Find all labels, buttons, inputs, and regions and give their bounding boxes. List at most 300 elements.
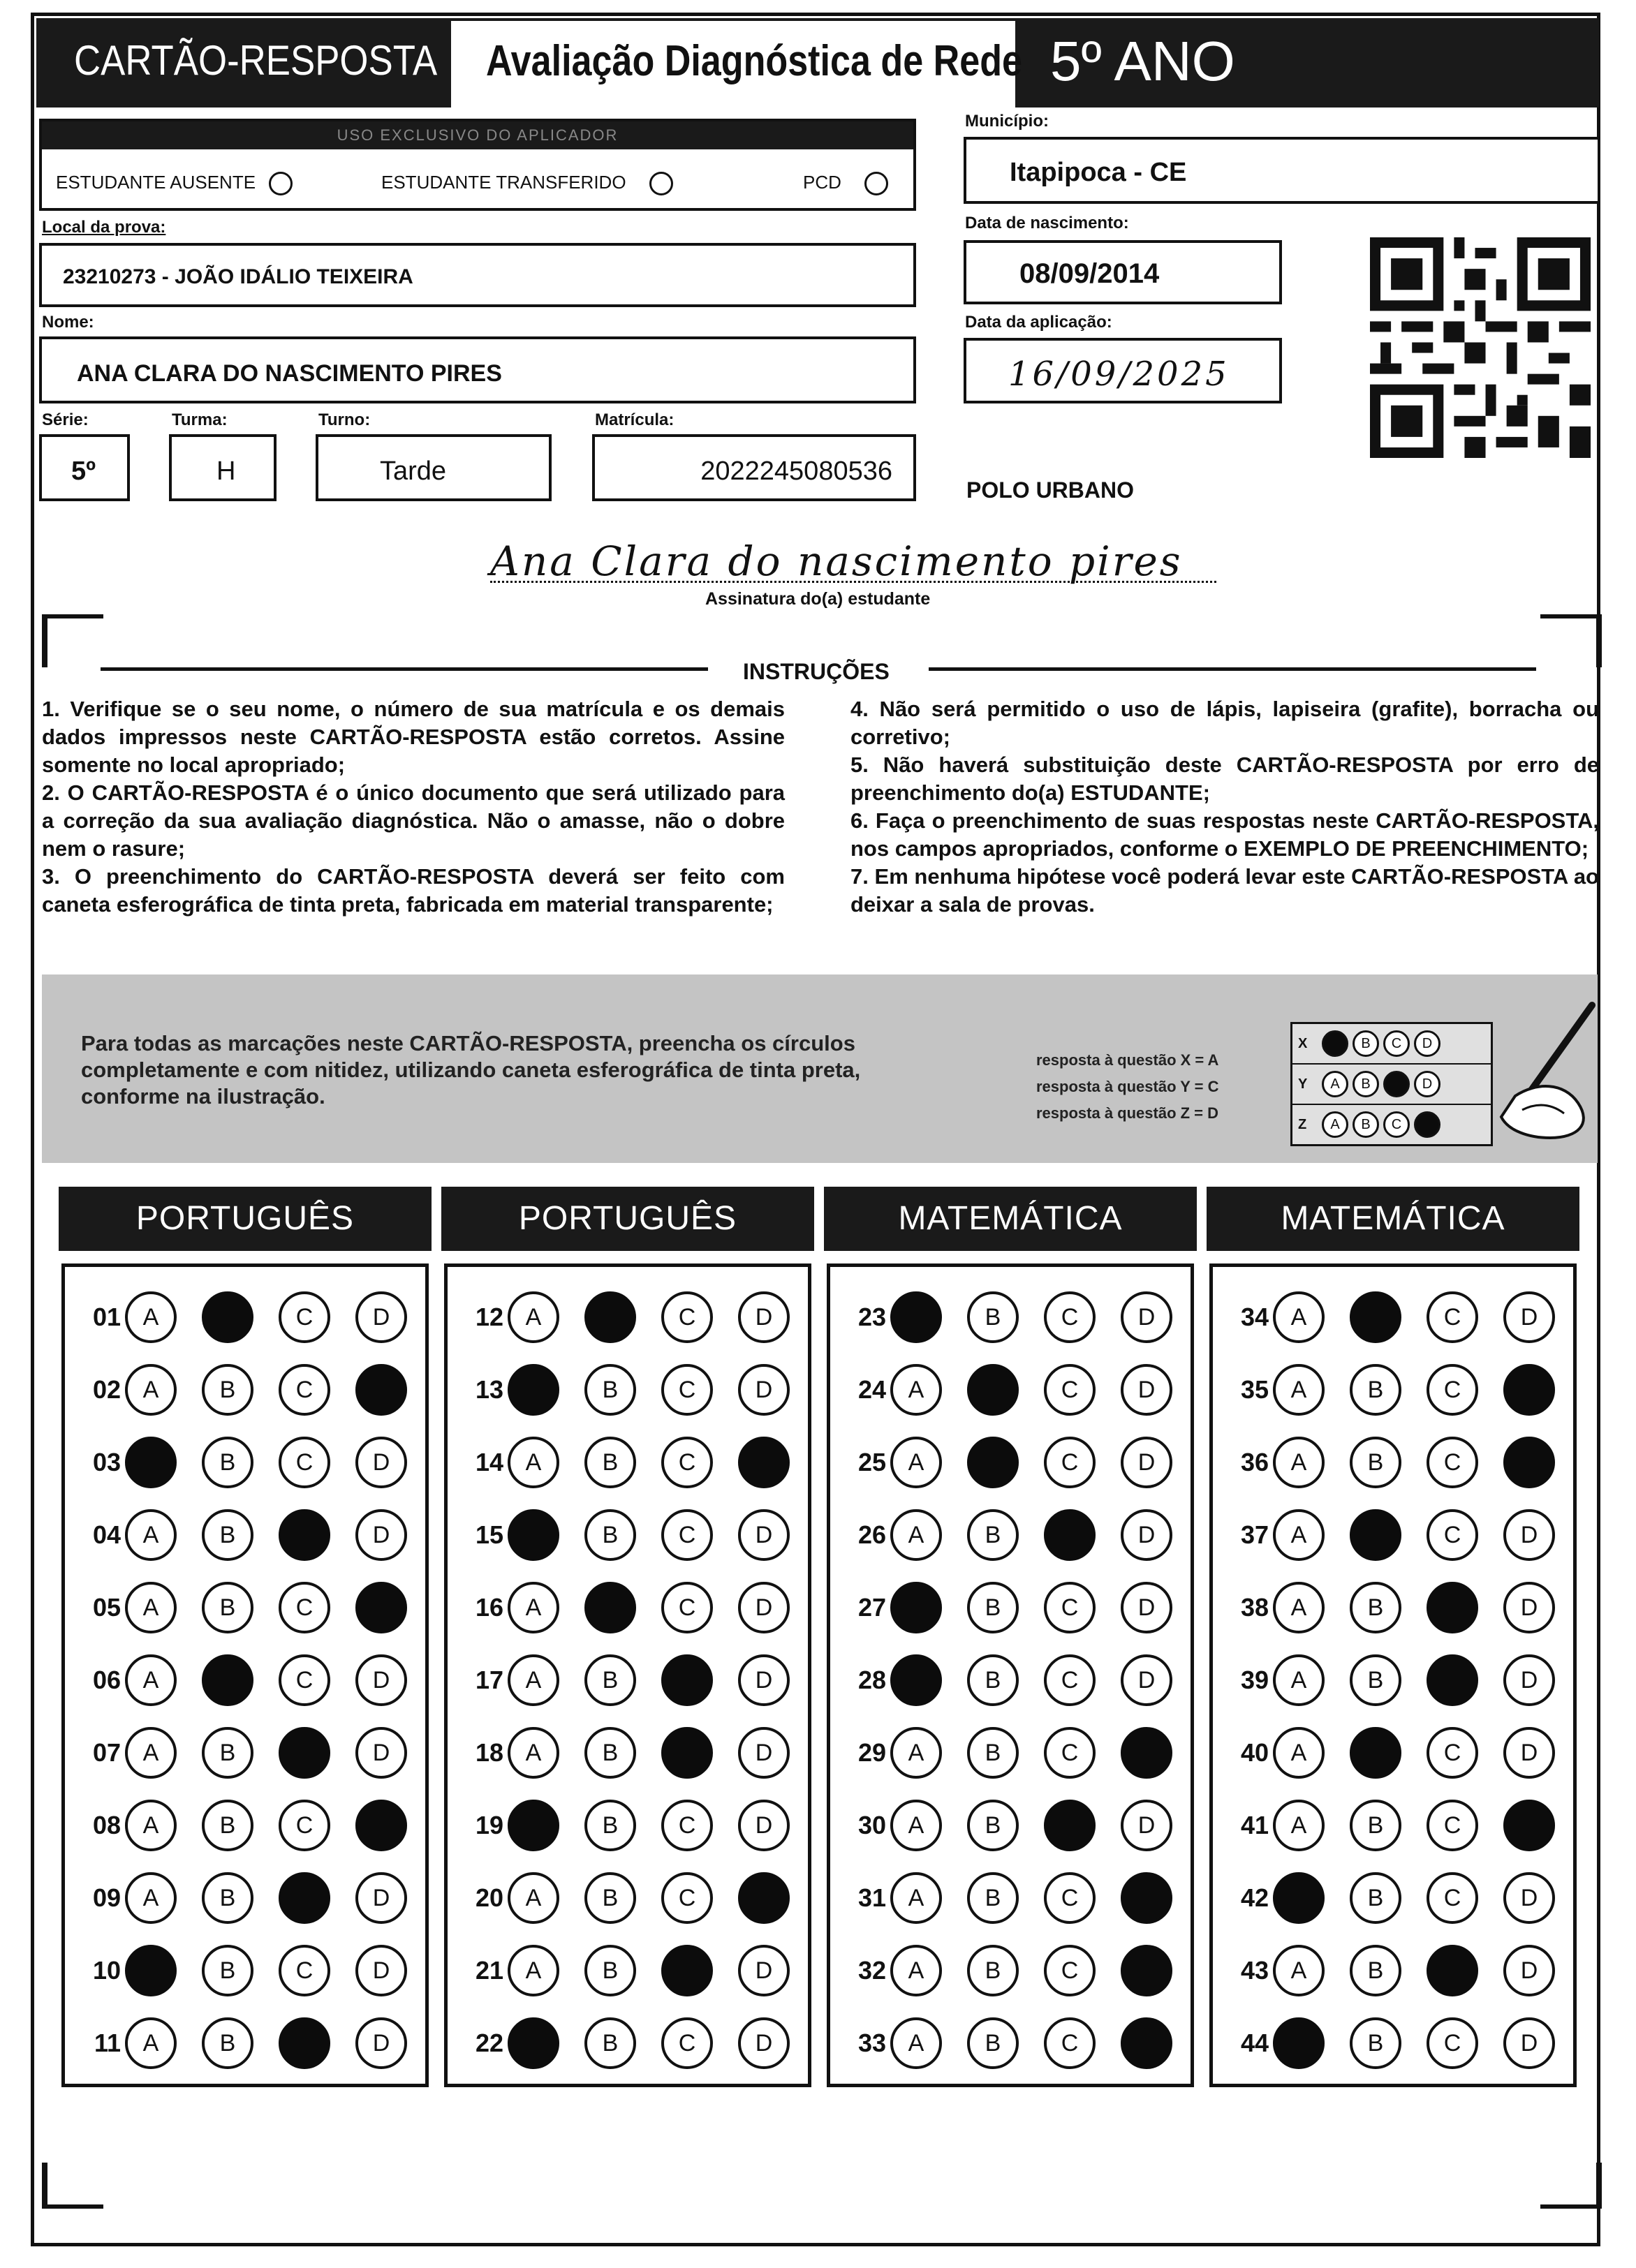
answer-bubble-d[interactable]	[1121, 1945, 1172, 1996]
question-row	[65, 1934, 407, 2007]
answer-bubble-b[interactable]: B	[584, 1437, 636, 1488]
answer-bubble-b[interactable]: B	[967, 1291, 1019, 1343]
answer-bubble-c[interactable]: C	[1044, 2017, 1096, 2069]
answer-bubble-a[interactable]	[890, 1291, 942, 1343]
answer-bubble-b[interactable]: B	[202, 2017, 253, 2069]
answer-bubble-a[interactable]	[508, 1509, 559, 1561]
turno-value: Tarde	[380, 457, 447, 486]
answer-bubble-b[interactable]: B	[202, 1364, 253, 1416]
answer-bubble-b[interactable]: B	[584, 1364, 636, 1416]
example-bubble: B	[1353, 1111, 1379, 1138]
answer-bubble-b[interactable]: B	[202, 1872, 253, 1924]
question-row	[448, 1644, 790, 1717]
answer-bubble-c[interactable]: C	[1044, 1291, 1096, 1343]
answer-column	[827, 1263, 1194, 2087]
answer-bubble-a[interactable]: A	[1273, 1582, 1325, 1633]
estudante-transferido-radio[interactable]	[649, 172, 673, 195]
question-number: 04	[92, 1520, 121, 1549]
question-number: 20	[475, 1883, 503, 1912]
question-row	[1213, 1281, 1555, 1354]
answer-bubble-d[interactable]: D	[1503, 1582, 1555, 1633]
answer-bubble-c[interactable]: C	[1427, 1800, 1478, 1851]
instructions-right	[850, 695, 1599, 919]
answer-bubble-c[interactable]: C	[661, 2017, 713, 2069]
answer-bubble-c[interactable]: C	[1044, 1945, 1096, 1996]
answer-bubble-a[interactable]: A	[1273, 1437, 1325, 1488]
polo-label: POLO URBANO	[966, 477, 1134, 503]
answer-bubble-c[interactable]: C	[1427, 1872, 1478, 1924]
answer-bubble-c[interactable]: C	[279, 1582, 330, 1633]
answer-bubble-c[interactable]: C	[661, 1509, 713, 1561]
answer-bubble-d[interactable]	[355, 1800, 407, 1851]
answer-bubble-c[interactable]: C	[1044, 1654, 1096, 1706]
question-row	[830, 2007, 1172, 2080]
local-field	[39, 243, 916, 307]
question-number: 05	[92, 1593, 121, 1622]
answer-bubble-b[interactable]: B	[1350, 2017, 1401, 2069]
matricula-value: 2022245080536	[700, 457, 892, 486]
answer-bubble-c[interactable]: C	[279, 1800, 330, 1851]
answer-bubble-b[interactable]: B	[1350, 1872, 1401, 1924]
answer-bubble-b[interactable]: B	[584, 1872, 636, 1924]
answer-bubble-a[interactable]: A	[508, 1945, 559, 1996]
answer-bubble-a[interactable]: A	[1273, 1727, 1325, 1779]
question-number: 16	[475, 1593, 503, 1622]
signature: Ana Clara do nascimento pires	[490, 538, 1183, 585]
answer-bubble-a[interactable]: A	[890, 1945, 942, 1996]
answer-bubble-c[interactable]: C	[1044, 1872, 1096, 1924]
answer-bubble-a[interactable]: A	[890, 1800, 942, 1851]
aplicacao-field	[964, 338, 1282, 403]
example-bubble: A	[1322, 1111, 1348, 1138]
question-number: 29	[857, 1738, 886, 1767]
answer-bubble-c[interactable]	[1427, 1582, 1478, 1633]
example-bubble: C	[1383, 1030, 1410, 1057]
question-row	[65, 1717, 407, 1789]
answer-bubble-a[interactable]	[890, 1654, 942, 1706]
serie-value: 5º	[71, 457, 96, 486]
question-number: 10	[92, 1956, 121, 1985]
instruction-6: 6. Faça o preenchimento de suas respostas neste CARTÃO-RESPOSTA, nos campos apropriados, conforme o EXEMPLO DE PREENCHIMENTO;	[850, 808, 1599, 861]
example-row-label: X	[1298, 1035, 1308, 1051]
example-bubble: B	[1353, 1071, 1379, 1097]
answer-bubble-b[interactable]: B	[967, 1945, 1019, 1996]
answer-bubble-d[interactable]: D	[738, 1364, 790, 1416]
answer-bubble-b[interactable]	[202, 1654, 253, 1706]
answer-bubble-b[interactable]: B	[202, 1800, 253, 1851]
nome-field	[39, 336, 916, 403]
answer-bubble-d[interactable]: D	[738, 1582, 790, 1633]
answer-bubble-c[interactable]: C	[661, 1291, 713, 1343]
answer-bubble-b[interactable]	[1350, 1509, 1401, 1561]
answer-bubble-c[interactable]: C	[1427, 1437, 1478, 1488]
answer-bubble-c[interactable]	[279, 1727, 330, 1779]
answer-bubble-b[interactable]: B	[202, 1437, 253, 1488]
matricula-field	[592, 434, 916, 501]
example-bubble: B	[1353, 1030, 1379, 1057]
question-number: 23	[857, 1303, 886, 1331]
answer-bubble-a[interactable]: A	[890, 1437, 942, 1488]
answer-bubble-d[interactable]	[1503, 1364, 1555, 1416]
answer-bubble-b[interactable]: B	[1350, 1582, 1401, 1633]
question-number: 27	[857, 1593, 886, 1622]
question-number: 13	[475, 1375, 503, 1404]
answer-bubble-d[interactable]	[1121, 2017, 1172, 2069]
nascimento-field	[964, 240, 1282, 304]
answer-bubble-d[interactable]: D	[738, 2017, 790, 2069]
answer-bubble-c[interactable]	[1044, 1800, 1096, 1851]
applicator-title: USO EXCLUSIVO DO APLICADOR	[42, 121, 913, 149]
answer-bubble-a[interactable]	[125, 1437, 177, 1488]
subject-header: MATEMÁTICA	[824, 1187, 1197, 1251]
answer-bubble-b[interactable]: B	[967, 1727, 1019, 1779]
answer-bubble-b[interactable]: B	[967, 1872, 1019, 1924]
answer-bubble-c[interactable]: C	[661, 1800, 713, 1851]
example-bubble	[1414, 1111, 1440, 1138]
question-row	[65, 1499, 407, 1571]
answer-bubble-b[interactable]: B	[584, 1509, 636, 1561]
answer-bubble-c[interactable]: C	[661, 1437, 713, 1488]
example-bubble	[1383, 1071, 1410, 1097]
answer-bubble-b[interactable]: B	[584, 1800, 636, 1851]
question-number: 30	[857, 1811, 886, 1839]
answer-bubble-c[interactable]: C	[1044, 1437, 1096, 1488]
answer-bubble-d[interactable]: D	[738, 1727, 790, 1779]
answer-bubble-d[interactable]: D	[355, 1945, 407, 1996]
answer-bubble-a[interactable]: A	[125, 2017, 177, 2069]
nome-value: ANA CLARA DO NASCIMENTO PIRES	[77, 360, 502, 387]
answer-bubble-d[interactable]: D	[355, 1291, 407, 1343]
answer-bubble-d[interactable]: D	[355, 2017, 407, 2069]
answer-bubble-d[interactable]: D	[1503, 2017, 1555, 2069]
answer-bubble-b[interactable]: B	[202, 1945, 253, 1996]
question-row	[1213, 1499, 1555, 1571]
question-number: 25	[857, 1448, 886, 1476]
answer-bubble-d[interactable]: D	[1503, 1654, 1555, 1706]
question-number: 40	[1240, 1738, 1269, 1767]
example-row-label: Z	[1298, 1116, 1307, 1132]
example-legend	[1036, 1047, 1218, 1127]
question-row	[65, 1862, 407, 1934]
aplicacao-value: 16/09/2025	[1008, 355, 1230, 394]
nome-label: Nome:	[42, 313, 94, 332]
answer-bubble-a[interactable]: A	[1273, 1364, 1325, 1416]
answer-bubble-b[interactable]: B	[584, 1727, 636, 1779]
answer-bubble-b[interactable]: B	[967, 1509, 1019, 1561]
question-number: 28	[857, 1666, 886, 1694]
answer-bubble-c[interactable]	[279, 1509, 330, 1561]
answer-bubble-a[interactable]	[508, 1364, 559, 1416]
example-grid	[1290, 1022, 1493, 1146]
legend-x: resposta à questão X = A	[1036, 1051, 1219, 1069]
answer-bubble-b[interactable]	[1350, 1291, 1401, 1343]
question-number: 31	[857, 1883, 886, 1912]
answer-bubble-d[interactable]: D	[1121, 1509, 1172, 1561]
question-number: 15	[475, 1520, 503, 1549]
answer-bubble-c[interactable]: C	[1427, 1509, 1478, 1561]
answer-bubble-d[interactable]: D	[1121, 1291, 1172, 1343]
answer-bubble-a[interactable]: A	[890, 1509, 942, 1561]
instruction-2: 2. O CARTÃO-RESPOSTA é o único documento que será utilizado para a correção da sua avaliação diagnóstica. Não o amasse, não o dobre nem o rasure;	[42, 780, 785, 861]
corner-mark-bottom-left	[42, 2163, 103, 2209]
answer-bubble-a[interactable]: A	[508, 1727, 559, 1779]
answer-bubble-c[interactable]: C	[1427, 2017, 1478, 2069]
answer-bubble-c[interactable]: C	[1044, 1727, 1096, 1779]
answer-bubble-a[interactable]: A	[1273, 1945, 1325, 1996]
answer-bubble-b[interactable]: B	[584, 1945, 636, 1996]
question-row	[830, 1934, 1172, 2007]
answer-bubble-c[interactable]	[661, 1727, 713, 1779]
answer-bubble-c[interactable]: C	[279, 1364, 330, 1416]
answer-bubble-d[interactable]: D	[738, 1509, 790, 1561]
answer-bubble-a[interactable]: A	[508, 1582, 559, 1633]
answer-bubble-b[interactable]: B	[967, 2017, 1019, 2069]
answer-bubble-c[interactable]: C	[1044, 1582, 1096, 1633]
question-row	[830, 1281, 1172, 1354]
answer-bubble-c[interactable]: C	[1044, 1364, 1096, 1416]
question-number: 06	[92, 1666, 121, 1694]
answer-bubble-d[interactable]	[1503, 1800, 1555, 1851]
answer-bubble-a[interactable]: A	[125, 1800, 177, 1851]
question-row	[830, 1354, 1172, 1426]
answer-bubble-c[interactable]	[1427, 1945, 1478, 1996]
answer-bubble-d[interactable]	[738, 1872, 790, 1924]
answer-bubble-a[interactable]: A	[890, 1872, 942, 1924]
answer-bubble-a[interactable]: A	[125, 1872, 177, 1924]
local-value: 23210273 - JOÃO IDÁLIO TEIXEIRA	[63, 265, 413, 288]
question-number: 01	[92, 1303, 121, 1331]
answer-bubble-a[interactable]: A	[1273, 1654, 1325, 1706]
answer-bubble-b[interactable]: B	[584, 1654, 636, 1706]
question-row	[448, 1862, 790, 1934]
answer-bubble-b[interactable]: B	[584, 2017, 636, 2069]
answer-bubble-b[interactable]: B	[1350, 1945, 1401, 1996]
answer-bubble-d[interactable]: D	[1503, 1509, 1555, 1561]
answer-bubble-c[interactable]: C	[661, 1872, 713, 1924]
answer-bubble-d[interactable]: D	[355, 1437, 407, 1488]
answer-bubble-d[interactable]: D	[355, 1727, 407, 1779]
header-title-left: CARTÃO-RESPOSTA	[74, 37, 438, 84]
answer-bubble-a[interactable]: A	[125, 1727, 177, 1779]
question-row	[830, 1426, 1172, 1499]
answer-bubble-a[interactable]: A	[125, 1654, 177, 1706]
answer-bubble-c[interactable]	[661, 1945, 713, 1996]
answer-bubble-a[interactable]: A	[508, 1437, 559, 1488]
answer-bubble-a[interactable]	[125, 1945, 177, 1996]
question-number: 21	[475, 1956, 503, 1985]
question-number: 12	[475, 1303, 503, 1331]
question-row	[448, 1789, 790, 1862]
turma-field	[169, 434, 277, 501]
answer-bubble-c[interactable]: C	[279, 1945, 330, 1996]
question-number: 42	[1240, 1883, 1269, 1912]
answer-bubble-b[interactable]: B	[967, 1800, 1019, 1851]
municipio-field	[964, 137, 1600, 204]
municipio-label: Município:	[965, 112, 1049, 131]
answer-bubble-d[interactable]: D	[1121, 1364, 1172, 1416]
question-row	[65, 1354, 407, 1426]
answer-bubble-d[interactable]: D	[1121, 1582, 1172, 1633]
answer-bubble-b[interactable]	[1350, 1727, 1401, 1779]
answer-bubble-a[interactable]: A	[508, 1291, 559, 1343]
example-bubble: D	[1414, 1071, 1440, 1097]
serie-label: Série:	[42, 410, 89, 429]
answer-bubble-a[interactable]: A	[890, 2017, 942, 2069]
example-bubble: C	[1383, 1111, 1410, 1138]
answer-bubble-b[interactable]: B	[202, 1509, 253, 1561]
answer-bubble-d[interactable]: D	[1503, 1945, 1555, 1996]
answer-bubble-c[interactable]	[1044, 1509, 1096, 1561]
question-number: 43	[1240, 1956, 1269, 1985]
nascimento-label: Data de nascimento:	[965, 214, 1129, 232]
answer-bubble-a[interactable]: A	[508, 1872, 559, 1924]
answer-bubble-d[interactable]	[1503, 1437, 1555, 1488]
answer-bubble-a[interactable]: A	[1273, 1509, 1325, 1561]
answer-bubble-d[interactable]: D	[738, 1800, 790, 1851]
example-row	[1292, 1105, 1491, 1144]
answer-bubble-b[interactable]: B	[202, 1727, 253, 1779]
answer-bubble-a[interactable]: A	[125, 1509, 177, 1561]
answer-bubble-a[interactable]: A	[508, 1654, 559, 1706]
nascimento-value: 08/09/2014	[1019, 258, 1160, 289]
turno-label: Turno:	[318, 410, 371, 429]
answer-bubble-d[interactable]: D	[1121, 1437, 1172, 1488]
pcd-radio[interactable]	[864, 172, 888, 195]
answer-bubble-c[interactable]: C	[1427, 1364, 1478, 1416]
corner-mark-top-right	[1540, 614, 1602, 667]
answer-bubble-a[interactable]: A	[125, 1291, 177, 1343]
answer-bubble-a[interactable]: A	[1273, 1800, 1325, 1851]
applicator-box	[39, 119, 916, 211]
answer-bubble-a[interactable]: A	[890, 1364, 942, 1416]
question-row	[1213, 1717, 1555, 1789]
question-row	[65, 1644, 407, 1717]
answer-bubble-d[interactable]: D	[738, 1654, 790, 1706]
answer-bubble-b[interactable]: B	[202, 1582, 253, 1633]
answer-bubble-d[interactable]	[738, 1437, 790, 1488]
instructions-rule-left	[101, 667, 708, 671]
answer-bubble-d[interactable]: D	[1503, 1872, 1555, 1924]
answer-bubble-a[interactable]: A	[890, 1727, 942, 1779]
answer-bubble-a[interactable]: A	[125, 1582, 177, 1633]
answer-bubble-b[interactable]	[202, 1291, 253, 1343]
question-number: 35	[1240, 1375, 1269, 1404]
answer-bubble-d[interactable]	[355, 1582, 407, 1633]
instruction-4: 4. Não será permitido o uso de lápis, lapiseira (grafite), borracha ou corretivo;	[850, 697, 1599, 749]
answer-bubble-a[interactable]	[508, 2017, 559, 2069]
question-row	[65, 2007, 407, 2080]
question-row	[448, 1499, 790, 1571]
answer-bubble-d[interactable]: D	[738, 1291, 790, 1343]
estudante-ausente-radio[interactable]	[269, 172, 293, 195]
answer-bubble-a[interactable]: A	[1273, 1291, 1325, 1343]
answer-bubble-b[interactable]: B	[1350, 1654, 1401, 1706]
answer-bubble-d[interactable]	[1121, 1727, 1172, 1779]
question-number: 44	[1240, 2029, 1269, 2057]
answer-bubble-c[interactable]: C	[279, 1291, 330, 1343]
answer-bubble-b[interactable]	[967, 1437, 1019, 1488]
question-row	[448, 1934, 790, 2007]
answer-bubble-c[interactable]	[1427, 1654, 1478, 1706]
answer-column	[444, 1263, 811, 2087]
answer-bubble-d[interactable]: D	[355, 1654, 407, 1706]
question-number: 36	[1240, 1448, 1269, 1476]
answer-bubble-d[interactable]: D	[1503, 1727, 1555, 1779]
instructions-left	[42, 695, 785, 919]
answer-bubble-b[interactable]	[584, 1291, 636, 1343]
answer-bubble-c[interactable]: C	[1427, 1727, 1478, 1779]
answer-bubble-b[interactable]: B	[1350, 1800, 1401, 1851]
instructions-title: INSTRUÇÕES	[743, 659, 890, 684]
answer-bubble-d[interactable]: D	[1121, 1800, 1172, 1851]
answer-bubble-c[interactable]	[279, 2017, 330, 2069]
turma-value: H	[216, 457, 236, 486]
answer-bubble-a[interactable]: A	[125, 1364, 177, 1416]
serie-field	[39, 434, 130, 501]
answer-bubble-d[interactable]: D	[1121, 1654, 1172, 1706]
answer-bubble-c[interactable]: C	[1427, 1291, 1478, 1343]
hand-pen-icon	[1473, 998, 1606, 1145]
question-row	[830, 1644, 1172, 1717]
answer-bubble-d[interactable]	[355, 1364, 407, 1416]
corner-mark-bottom-right	[1540, 2163, 1602, 2209]
turma-label: Turma:	[172, 410, 228, 429]
question-row	[448, 1717, 790, 1789]
answer-bubble-d[interactable]: D	[355, 1872, 407, 1924]
answer-bubble-b[interactable]: B	[967, 1582, 1019, 1633]
answer-bubble-a[interactable]	[890, 1582, 942, 1633]
answer-bubble-b[interactable]	[584, 1582, 636, 1633]
answer-bubble-b[interactable]: B	[1350, 1364, 1401, 1416]
answer-bubble-d[interactable]: D	[738, 1945, 790, 1996]
answer-bubble-c[interactable]	[279, 1872, 330, 1924]
answer-bubble-d[interactable]: D	[355, 1509, 407, 1561]
question-number: 24	[857, 1375, 886, 1404]
answer-column	[1209, 1263, 1577, 2087]
instruction-5: 5. Não haverá substituição deste CARTÃO-RESPOSTA por erro de preenchimento do(a) ESTUDANTE;	[850, 753, 1599, 805]
question-row	[830, 1862, 1172, 1934]
question-row	[1213, 2007, 1555, 2080]
question-row	[448, 1426, 790, 1499]
subject-header: PORTUGUÊS	[441, 1187, 814, 1251]
answer-bubble-a[interactable]	[1273, 1872, 1325, 1924]
answer-bubble-c[interactable]: C	[279, 1437, 330, 1488]
legend-z: resposta à questão Z = D	[1036, 1104, 1219, 1122]
answer-bubble-c[interactable]	[661, 1654, 713, 1706]
answer-bubble-b[interactable]	[967, 1364, 1019, 1416]
matricula-label: Matrícula:	[595, 410, 675, 429]
subject-header: PORTUGUÊS	[59, 1187, 432, 1251]
aplicacao-label: Data da aplicação:	[965, 313, 1112, 332]
answer-bubble-c[interactable]: C	[661, 1364, 713, 1416]
question-row	[1213, 1354, 1555, 1426]
answer-bubble-c[interactable]: C	[279, 1654, 330, 1706]
answer-bubble-a[interactable]	[508, 1800, 559, 1851]
answer-bubble-c[interactable]: C	[661, 1582, 713, 1633]
question-number: 26	[857, 1520, 886, 1549]
answer-bubble-d[interactable]	[1121, 1872, 1172, 1924]
answer-bubble-d[interactable]: D	[1503, 1291, 1555, 1343]
example-bubble: D	[1414, 1030, 1440, 1057]
municipio-value: Itapipoca - CE	[1010, 158, 1187, 187]
question-number: 33	[857, 2029, 886, 2057]
answer-bubble-b[interactable]: B	[967, 1654, 1019, 1706]
question-row	[830, 1499, 1172, 1571]
answer-bubble-b[interactable]: B	[1350, 1437, 1401, 1488]
question-row	[830, 1571, 1172, 1644]
answer-bubble-a[interactable]	[1273, 2017, 1325, 2069]
option-estudante-transferido: ESTUDANTE TRANSFERIDO	[381, 172, 626, 193]
